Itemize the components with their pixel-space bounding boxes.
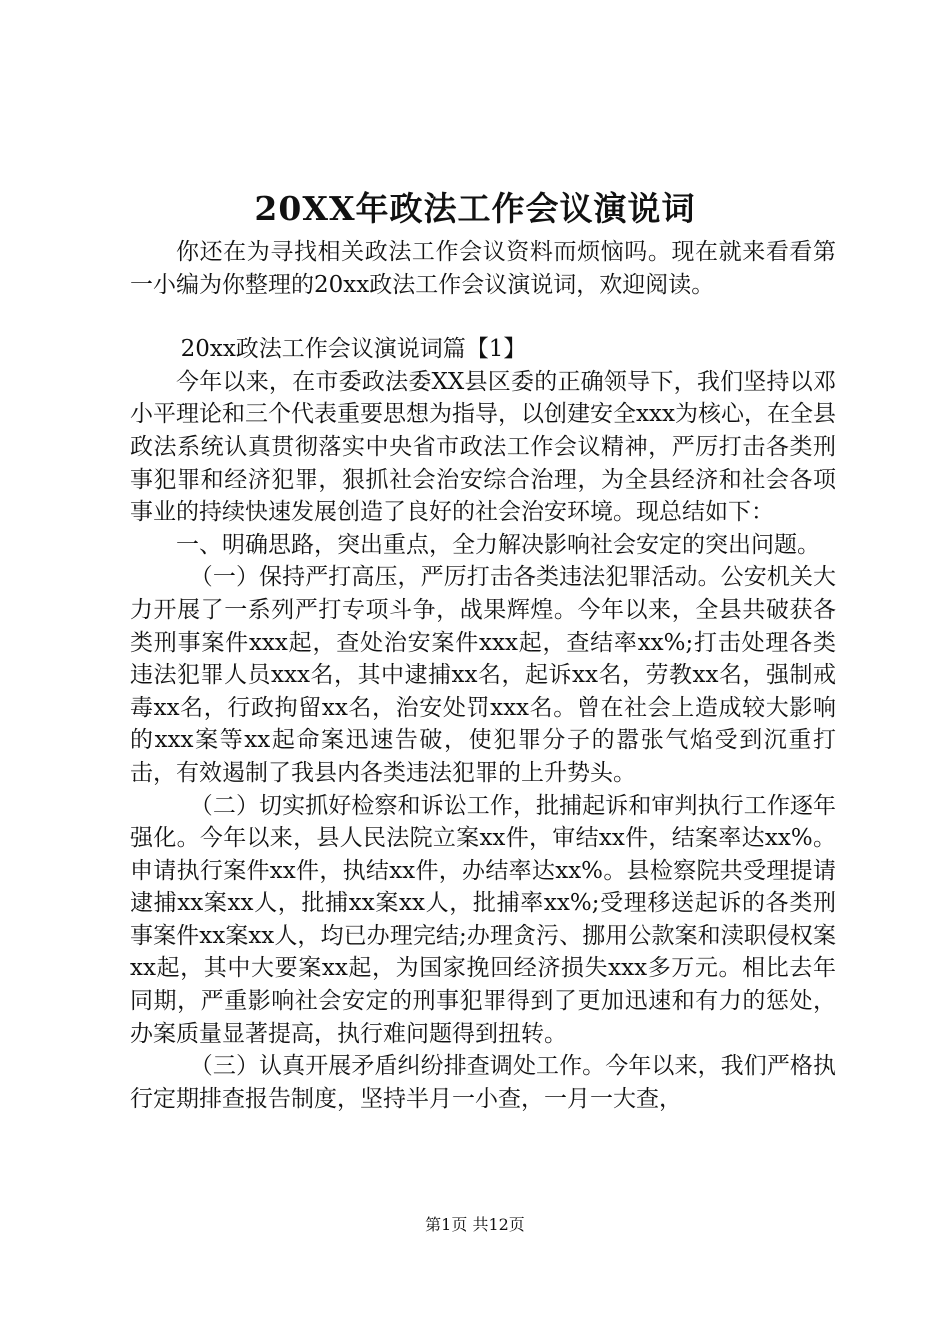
page-footer: 第1页 共12页 xyxy=(425,1215,525,1234)
section-heading: 20xx政法工作会议演说词篇【1】 xyxy=(180,336,527,363)
body-paragraph-4: （二）切实抓好检察和诉讼工作，批捕起诉和审判执行工作逐年强化。今年以来，县人民法院立案xx件，审结xx件，结案率达xx%。申请执行案件xx件，执结xx件，办结率达xx%。县检察院共受理提请逮捕xx案xx人，批捕xx案xx人，批捕率xx%;受理移送起诉的各类刑事案件xx案xx人，均已办理完结;办理贪污、挪用公款案和渎职侵权案xx起，其中大要案xx起，为国家挽回经济损失xxx多万元。相比去年同期，严重影响社会安定的刑事犯罪得到了更加迅速和有力的惩处，办案质量显著提高，执行难问题得到扭转。 xyxy=(130,792,836,1047)
paragraph-spacer xyxy=(130,301,836,333)
body-paragraph-3: （一）保持严打高压，严厉打击各类违法犯罪活动。公安机关大力开展了一系列严打专项斗争，战果辉煌。今年以来，全县共破获各类刑事案件xxx起，查处治安案件xxx起，查结率xx%;打击处理各类违法犯罪人员xxx名，其中逮捕xx名，起诉xx名，劳教xx名，强制戒毒xx名，行政拘留xx名，治安处罚xxx名。曾在社会上造成较大影响的xxx案等xx起命案迅速告破，使犯罪分子的嚣张气焰受到沉重打击，有效遏制了我县内各类违法犯罪的上升势头。 xyxy=(130,564,836,786)
body-paragraph-5: （三）认真开展矛盾纠纷排查调处工作。今年以来，我们严格执行定期排查报告制度，坚持半月一小查，一月一大查， xyxy=(130,1053,836,1112)
body-paragraph-1: 今年以来，在市委政法委XX县区委的正确领导下，我们坚持以邓小平理论和三个代表重要思想为指导，以创建安全xxx为核心，在全县政法系统认真贯彻落实中央省市政法工作会议精神，严厉打击各类刑事犯罪和经济犯罪，狠抓社会治安综合治理，为全县经济和社会各项事业的持续快速发展创造了良好的社会治安环境。现总结如下： xyxy=(130,368,836,526)
intro-paragraph: 你还在为寻找相关政法工作会议资料而烦恼吗。现在就来看看第一小编为你整理的20xx政法工作会议演说词，欢迎阅读。 xyxy=(130,239,836,298)
document-body xyxy=(130,236,836,1115)
body-paragraph-2: 一、明确思路，突出重点，全力解决影响社会安定的突出问题。 xyxy=(176,531,820,558)
document-title: 20XX年政法工作会议演说词 xyxy=(254,189,696,228)
